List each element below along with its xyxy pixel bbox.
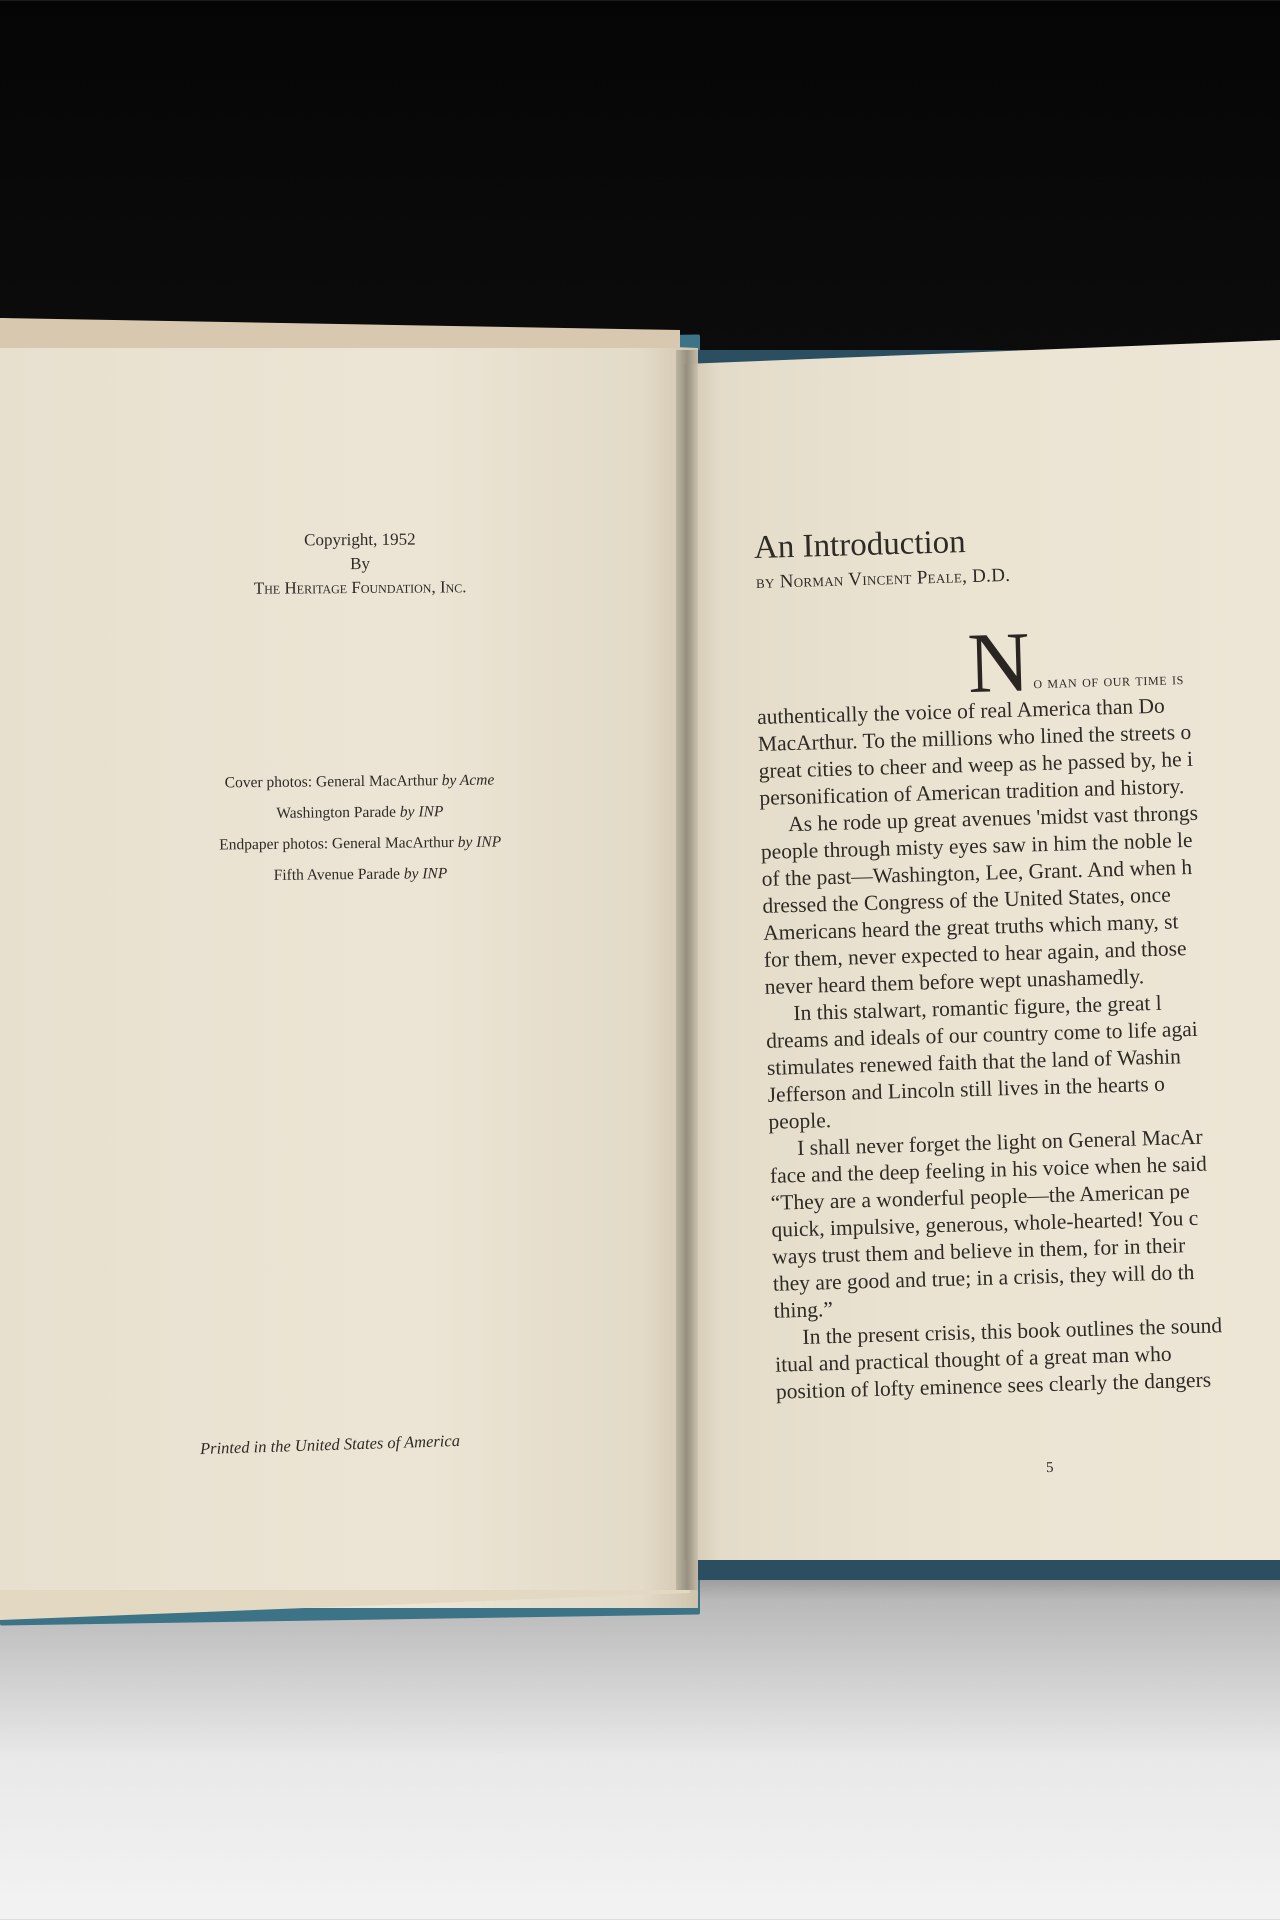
body-line: people. <box>768 1108 832 1134</box>
body-line: of the past—Washington, Lee, Grant. And when h <box>761 854 1193 891</box>
body-line: authentically the voice of real America than Do <box>756 693 1166 729</box>
copyright-by: By <box>350 553 370 574</box>
left-page <box>0 318 698 1608</box>
body-line: people through misty eyes saw in him the noble le <box>760 827 1193 864</box>
photo-credits <box>159 764 560 892</box>
body-line: stimulates renewed faith that the land of Washin <box>766 1044 1182 1080</box>
body-text <box>756 613 1280 1405</box>
body-line: quick, impulsive, generous, whole-hearted! You c <box>771 1205 1199 1242</box>
body-line: thing.” <box>773 1297 834 1323</box>
body-line: dreams and ideals of our country come to life agai <box>765 1016 1198 1053</box>
body-line: ways trust them and believe in them, for in their <box>771 1233 1186 1269</box>
body-line: personification of American tradition and history. <box>759 774 1185 810</box>
book-gutter <box>676 350 698 1590</box>
body-line: position of lofty eminence sees clearly the dangers <box>775 1367 1212 1404</box>
body-line: As he rode up great avenues 'midst vast throngs <box>787 800 1199 837</box>
body-line: Jefferson and Lincoln still lives in the hearts o <box>767 1071 1166 1107</box>
body-line: Americans heard the great truths which many, st <box>762 909 1179 945</box>
first-line-text: o man of our time is <box>1033 669 1185 693</box>
body-line: In this stalwart, romantic figure, the great l <box>793 990 1162 1026</box>
credit-line: Washington Parade by INP <box>276 803 444 822</box>
drop-cap: N <box>966 613 1032 712</box>
chapter-byline: by Norman Vincent Peale, D.D. <box>755 564 1011 593</box>
body-line: I shall never forget the light on General MacAr <box>796 1124 1203 1161</box>
body-line: dressed the Congress of the United States, once <box>762 882 1172 918</box>
body-line: face and the deep feeling in his voice when he said <box>769 1151 1208 1188</box>
copyright-block <box>160 527 560 602</box>
credit-line: Cover photos: General MacArthur by Acme <box>224 771 495 792</box>
body-line: MacArthur. To the millions who lined the streets o <box>757 719 1192 756</box>
body-line: “They are a wonderful people—the American pe <box>770 1179 1190 1215</box>
body-line: itual and practical thought of a great man who <box>774 1341 1172 1377</box>
credit-line: Endpaper photos: General MacArthur by INP <box>219 833 502 854</box>
chapter-title: An Introduction <box>753 524 967 566</box>
publisher-name: The Heritage Foundation, Inc. <box>253 577 467 598</box>
credit-line: Fifth Avenue Parade by INP <box>273 865 448 884</box>
body-line: never heard them before wept unashamedly. <box>764 964 1145 999</box>
body-line: for them, never expected to hear again, and those <box>763 936 1187 972</box>
body-line: great cities to cheer and weep as he passed by, he i <box>758 746 1194 783</box>
body-line: In the present crisis, this book outlines the sound <box>802 1313 1223 1349</box>
body-line: they are good and true; in a crisis, they will do th <box>772 1259 1195 1296</box>
printed-in-note: Printed in the United States of America <box>199 1430 461 1459</box>
page-number: 5 <box>1045 1459 1054 1477</box>
left-page-torn-jacket <box>0 318 680 348</box>
copyright-line: Copyright, 1952 <box>304 529 416 550</box>
